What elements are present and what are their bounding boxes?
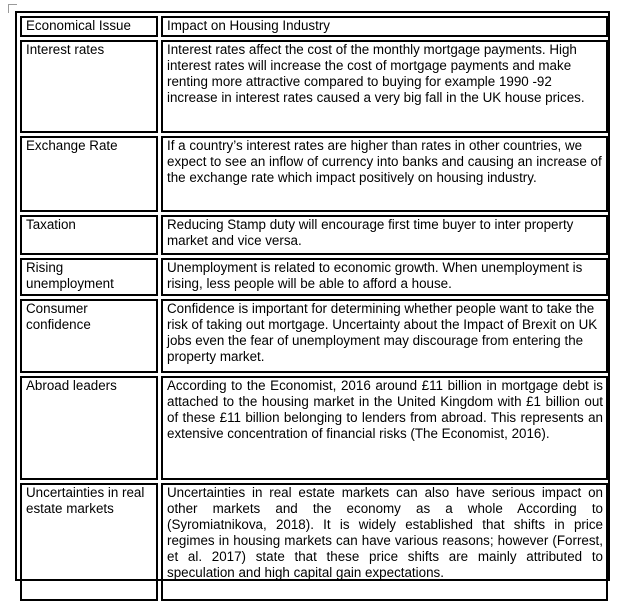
table-row-rising-unemployment	[20, 258, 608, 296]
impact-cell: Unemployment is related to economic growth. When unemployment is rising, less people will be able to afford a house.	[161, 258, 608, 296]
impact-cell: If a country’s interest rates are higher than rates in other countries, we expect to see an inflow of currency into banks and causing an increase of the exchange rate which impact positively on housing industry.	[161, 136, 608, 212]
issue-cell: Uncertainties in real estate markets	[20, 483, 158, 601]
table-row-uncertainties	[20, 483, 608, 601]
impact-cell: Interest rates affect the cost of the monthly mortgage payments. High interest rates will increase the cost of mortgage payments and make renting more attractive compared to buying for example 1990 -92 increase in interest rates caused a very big fall in the UK house prices.	[161, 40, 608, 133]
impact-cell: Uncertainties in real estate markets can also have serious impact on other markets and the economy as a whole According to (Syromiatnikova, 2018). It is widely established that shifts in price regimes in housing markets can have various reasons; however (Forrest, et al. 2017) state that these price shifts are mainly attributed to speculation and high capital gain expectations.	[161, 483, 608, 601]
impact-cell: According to the Economist, 2016 around £11 billion in mortgage debt is attached to the housing market in the United Kingdom with £1 billion out of these £11 billion belonging to lenders from abroad. This represents an extensive concentration of financial risks (The Economist, 2016).	[161, 376, 608, 480]
issue-cell: Interest rates	[20, 40, 158, 133]
impact-cell: Reducing Stamp duty will encourage first time buyer to inter property market and vice versa.	[161, 215, 608, 255]
issue-cell: Taxation	[20, 215, 158, 255]
table-row-taxation	[20, 215, 608, 255]
issue-cell: Exchange Rate	[20, 136, 158, 212]
table-row-exchange-rate	[20, 136, 608, 212]
header-economical-issue: Economical Issue	[20, 16, 158, 37]
issue-cell: Abroad leaders	[20, 376, 158, 480]
table-row-consumer-confidence	[20, 299, 608, 373]
issue-cell: Rising unemployment	[20, 258, 158, 296]
table-row-interest-rates	[20, 40, 608, 133]
table-row-abroad-leaders	[20, 376, 608, 480]
issue-cell: Consumer confidence	[20, 299, 158, 373]
economic-issues-table	[17, 13, 611, 604]
impact-cell: Confidence is important for determining whether people want to take the risk of taking out mortgage. Uncertainty about the Impact of Brexit on UK jobs even the fear of unemployment may discourage from entering the property market.	[161, 299, 608, 373]
header-impact-on-housing: Impact on Housing Industry	[161, 16, 608, 37]
table-header-row	[20, 16, 608, 37]
